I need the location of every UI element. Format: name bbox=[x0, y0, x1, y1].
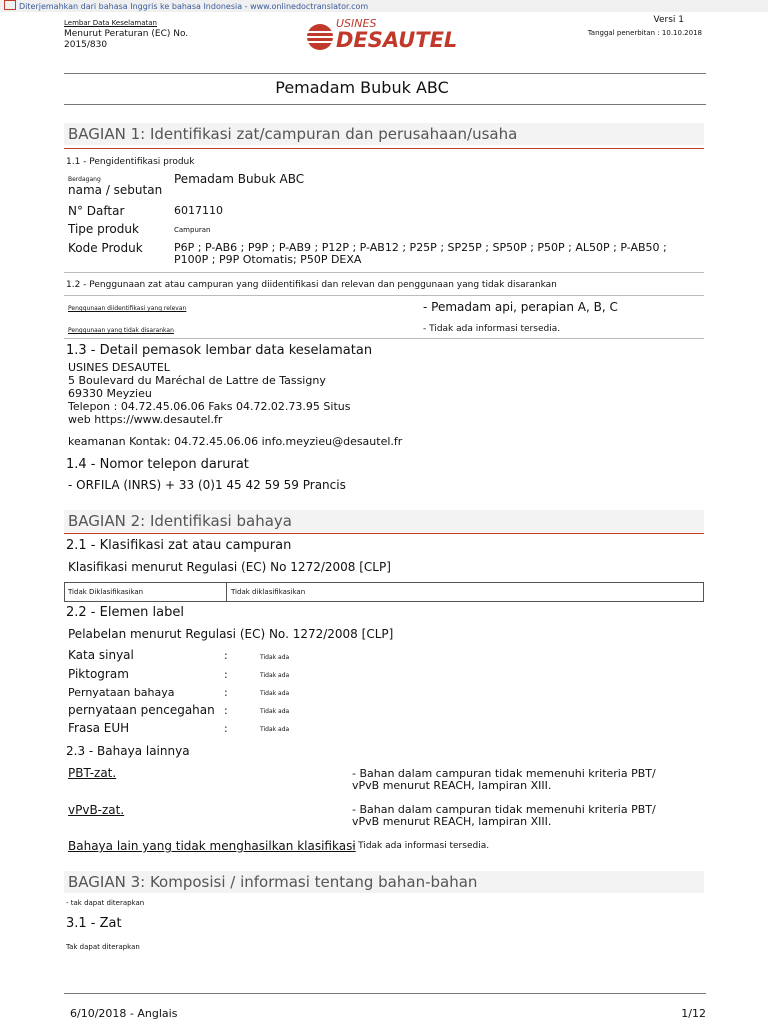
code-label: Kode Produk bbox=[68, 241, 143, 255]
version: Versi 1 bbox=[653, 15, 684, 25]
reg-value: 6017110 bbox=[174, 204, 223, 217]
reg-label: N° Daftar bbox=[68, 204, 125, 218]
other-hazards-value: - Tidak ada informasi tersedia. bbox=[352, 841, 490, 851]
vpvb-value-2: vPvB menurut REACH, lampiran XIII. bbox=[352, 815, 552, 828]
row-value: Tidak ada bbox=[260, 726, 290, 733]
pbt-label: PBT-zat. bbox=[68, 766, 117, 780]
trade-value: Pemadam Bubuk ABC bbox=[174, 172, 305, 186]
sub-3-1: 3.1 - Zat bbox=[66, 916, 122, 931]
doc-type: Lembar Data Keselamatan bbox=[64, 19, 157, 27]
use-label: Penggunaan diidentifikasi yang relevan bbox=[68, 305, 187, 312]
section2-heading: BAGIAN 2: Identifikasi bahaya bbox=[64, 510, 704, 532]
supplier-line-4: Telepon : 04.72.45.06.06 Faks 04.72.02.73.95 Situs bbox=[68, 400, 351, 413]
supplier-line-2: 5 Boulevard du Maréchal de Lattre de Tassigny bbox=[68, 374, 326, 387]
row-value: Tidak ada bbox=[260, 672, 290, 679]
title-divider bbox=[64, 104, 706, 105]
divider-1-1 bbox=[64, 272, 704, 273]
sub-1-2: 1.2 - Penggunaan zat atau campuran yang diidentifikasi dan relevan dan penggunaan yang tidak disarankan bbox=[66, 280, 557, 290]
row-colon: : bbox=[224, 722, 228, 735]
sub-1-1: 1.1 - Pengidentifikasi produk bbox=[66, 157, 195, 167]
notrec-value: - Tidak ada informasi tersedia. bbox=[423, 324, 561, 334]
classification-regulation: Klasifikasi menurut Regulasi (EC) No 1272/2008 [CLP] bbox=[68, 560, 391, 574]
row-label: pernyataan pencegahan bbox=[68, 703, 215, 717]
sub-2-3: 2.3 - Bahaya lainnya bbox=[66, 744, 190, 758]
divider-1-2 bbox=[64, 295, 704, 296]
classification-table bbox=[64, 582, 704, 602]
row-value: Tidak ada bbox=[260, 708, 290, 715]
section1-rule bbox=[64, 148, 704, 149]
use-value: - Pemadam api, perapian A, B, C bbox=[423, 300, 618, 314]
type-label: Tipe produk bbox=[68, 222, 139, 236]
logo-globe-icon bbox=[306, 19, 334, 55]
banner-text: Diterjemahkan dari bahasa Inggris ke bahasa Indonesia - www.onlinedoctranslator.com bbox=[19, 2, 369, 11]
regulation-line2: 2015/830 bbox=[64, 40, 108, 50]
issue-date: Tanggal penerbitan : 10.10.2018 bbox=[587, 29, 702, 37]
page-number: 1/12 bbox=[681, 1007, 706, 1020]
regulation-line1: Menurut Peraturan (EC) No. bbox=[64, 29, 189, 39]
table-cell-1: Tidak Diklasifikasikan bbox=[65, 583, 227, 601]
translation-banner[interactable] bbox=[0, 0, 768, 12]
supplier-line-5[interactable]: web https://www.desautel.fr bbox=[68, 413, 223, 426]
row-colon: : bbox=[224, 686, 228, 699]
section3-heading: BAGIAN 3: Komposisi / informasi tentang bahan-bahan bbox=[64, 871, 704, 893]
code-value-1: P6P ; P-AB6 ; P9P ; P-AB9 ; P12P ; P-AB12 ; P25P ; SP25P ; SP50P ; P50P ; AL50P ; P-AB50 ; bbox=[174, 241, 667, 254]
row-label: Frasa EUH bbox=[68, 721, 130, 735]
page-title: Pemadam Bubuk ABC bbox=[275, 78, 449, 97]
emergency-line: - ORFILA (INRS) + 33 (0)1 45 42 59 59 Prancis bbox=[68, 478, 346, 492]
row-colon: : bbox=[224, 704, 228, 717]
pbt-value-2: vPvB menurut REACH, lampiran XIII. bbox=[352, 779, 552, 792]
not-applicable-2: Tak dapat diterapkan bbox=[66, 943, 140, 951]
row-label: Kata sinyal bbox=[68, 648, 134, 662]
type-value: Campuran bbox=[174, 226, 211, 234]
row-value: Tidak ada bbox=[260, 654, 290, 661]
not-applicable-1: - tak dapat diterapkan bbox=[66, 899, 145, 907]
sub-2-2: 2.2 - Elemen label bbox=[66, 605, 184, 620]
sub-1-3: 1.3 - Detail pemasok lembar data keselamatan bbox=[66, 343, 373, 358]
header-divider bbox=[64, 73, 706, 74]
row-label: Pernyataan bahaya bbox=[68, 686, 175, 699]
pbt-value-1: - Bahan dalam campuran tidak memenuhi kriteria PBT/ bbox=[352, 767, 656, 780]
other-hazards-label: Bahaya lain yang tidak menghasilkan klasifikasi bbox=[68, 839, 356, 853]
company-logo bbox=[306, 17, 458, 55]
sub-1-4: 1.4 - Nomor telepon darurat bbox=[66, 457, 249, 472]
contact-line: keamanan Kontak: 04.72.45.06.06 info.meyzieu@desautel.fr bbox=[68, 435, 403, 448]
section1-heading: BAGIAN 1: Identifikasi zat/campuran dan perusahaan/usaha bbox=[64, 123, 704, 145]
vpvb-value-1: - Bahan dalam campuran tidak memenuhi kriteria PBT/ bbox=[352, 803, 656, 816]
translate-icon bbox=[4, 0, 16, 10]
row-colon: : bbox=[224, 668, 228, 681]
code-value-2: P100P ; P9P Otomatis; P50P DEXA bbox=[174, 253, 362, 266]
section2-rule bbox=[64, 533, 704, 534]
logo-main-text: DESAUTEL bbox=[336, 28, 458, 52]
vpvb-label: vPvB-zat. bbox=[68, 803, 125, 817]
row-value: Tidak ada bbox=[260, 690, 290, 697]
sub-2-1: 2.1 - Klasifikasi zat atau campuran bbox=[66, 538, 292, 553]
logo-top-text: USINES bbox=[336, 17, 377, 30]
footer-divider bbox=[64, 993, 706, 994]
row-label: Piktogram bbox=[68, 667, 129, 681]
row-colon: : bbox=[224, 649, 228, 662]
divider-1-3 bbox=[64, 338, 704, 339]
supplier-line-3: 69330 Meyzieu bbox=[68, 387, 152, 400]
labelling-regulation: Pelabelan menurut Regulasi (EC) No. 1272/2008 [CLP] bbox=[68, 627, 394, 641]
trade-small: Berdagang bbox=[68, 176, 101, 183]
trade-label: nama / sebutan bbox=[68, 183, 163, 197]
supplier-line-1: USINES DESAUTEL bbox=[68, 361, 170, 374]
footer-date: 6/10/2018 - Anglais bbox=[70, 1007, 178, 1020]
table-cell-2: Tidak diklasifikasikan bbox=[231, 588, 306, 596]
notrec-label: Penggunaan yang tidak disarankan bbox=[68, 327, 174, 334]
